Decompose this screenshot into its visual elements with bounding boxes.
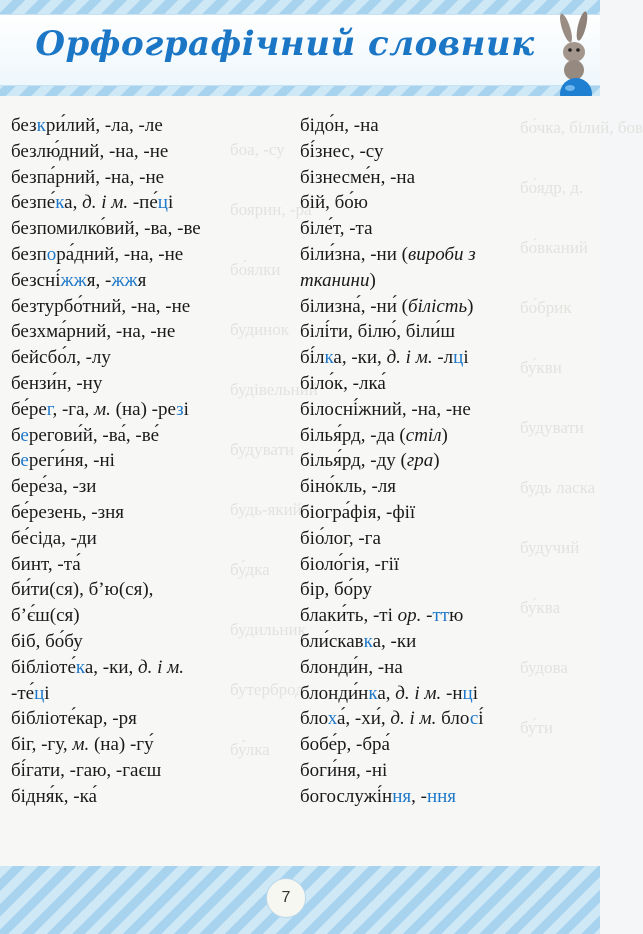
bleed-through-text: бо́брик: [520, 298, 572, 317]
entry-text: біле́т, -та: [300, 218, 373, 240]
bleed-through-text: будівельний: [230, 380, 318, 399]
entry-text: безпе́: [11, 192, 56, 214]
dictionary-entry: [11, 113, 296, 139]
dictionary-entry: [11, 577, 296, 603]
bleed-through-text: бу́лка: [230, 740, 270, 759]
entry-text: бобе́р, -бра́: [300, 734, 390, 756]
entry-text: безпомилко́вий, -ва, -ве: [11, 218, 201, 240]
dictionary-entry: [11, 190, 296, 216]
entry-text: білья́рд, -ду (: [300, 450, 407, 472]
dictionary-entry: [300, 526, 600, 552]
entry-text: блонди́н, -на: [300, 656, 403, 678]
dictionary-entry: [300, 319, 600, 345]
bleed-through-text: бу́ква: [520, 598, 561, 617]
entry-text: бензи́н, -ну: [11, 372, 103, 394]
dictionary-entry: [300, 655, 600, 681]
bleed-through-text: бо́ядр, д.: [520, 178, 584, 197]
entry-text: безп: [11, 243, 47, 265]
dictionary-entry: [300, 681, 600, 707]
entry-text: бі́знес, -су: [300, 140, 384, 162]
grammar-note: д. і м.: [82, 192, 129, 214]
grammar-note: стіл: [405, 424, 442, 446]
dictionary-entry: [11, 139, 296, 165]
bleed-through-text: боярин, -ра: [230, 200, 312, 219]
entry-text: білья́рд, -да (: [300, 424, 406, 446]
entry-text: бинт, -та́: [11, 553, 81, 575]
entry-text: бе́ре: [11, 398, 47, 420]
dictionary-entry: [300, 294, 600, 320]
dictionary-entry: [11, 423, 296, 449]
entry-text: безтурбо́тний, -на, -не: [11, 295, 191, 317]
entry-text: і: [183, 398, 189, 420]
highlighted-letters: к: [324, 347, 334, 369]
dictionary-entry: [11, 603, 296, 629]
bleed-through-text: будувати: [520, 418, 585, 437]
entry-text: бі́гати, -гаю, -гаєш: [11, 759, 162, 781]
dictionary-entry: [300, 500, 600, 526]
dictionary-entry: [11, 165, 296, 191]
entry-text: бідня́к, -ка́: [11, 785, 97, 807]
entry-text: безсні́: [11, 269, 61, 291]
dictionary-entry: [11, 706, 296, 732]
dictionary-entry: [300, 629, 600, 655]
grammar-note: м.: [72, 734, 90, 756]
dictionary-entry: [11, 268, 296, 294]
dictionary-entry: [300, 706, 600, 732]
dictionary-entry: [300, 371, 600, 397]
dictionary-entry: [300, 474, 600, 500]
dictionary-entry: [300, 423, 600, 449]
dictionary-entry: [300, 216, 600, 242]
grammar-note: вироби з: [407, 243, 476, 265]
grammar-note: ор.: [397, 605, 422, 627]
rabbit-on-globe-icon: [554, 8, 598, 104]
dictionary-entry: [300, 603, 600, 629]
entry-text: і: [167, 192, 174, 214]
entry-text: безпа́рний, -на, -не: [11, 166, 165, 188]
entry-text: біло́к, -лка́: [300, 372, 386, 394]
entry-text: бе́резень, -зня: [11, 501, 125, 523]
dictionary-entry: [11, 655, 296, 681]
entry-text: бі́л: [300, 347, 325, 369]
dictionary-entry: [11, 500, 296, 526]
grammar-note: тканини: [300, 269, 370, 291]
dictionary-entry: [300, 397, 600, 423]
dictionary-entry: [300, 268, 600, 294]
dictionary-entry: [300, 784, 600, 810]
dictionary-entry: [11, 552, 296, 578]
entry-text: білі́ти, білю́, біли́ш: [300, 321, 456, 343]
grammar-note: д. і м.: [138, 656, 185, 678]
dictionary-entry: [300, 448, 600, 474]
entry-text: боги́ня, -ні: [300, 759, 388, 781]
entry-text: ра́дний, -на, -не: [56, 243, 184, 265]
entry-text: реги́ня, -ні: [28, 450, 115, 472]
highlighted-letters: тт: [432, 605, 450, 627]
entry-text: ): [369, 269, 376, 291]
entry-text: біг, -гу,: [11, 734, 73, 756]
bleed-through-text: бо́вканий: [520, 238, 589, 257]
entry-text: а́, -хи́,: [336, 708, 391, 730]
entry-text: і: [472, 682, 478, 704]
dictionary-entry: [11, 216, 296, 242]
entry-text: а, -ки,: [333, 347, 387, 369]
entry-text: би́ти(ся), б’ю(ся),: [11, 579, 154, 601]
entry-text: я: [137, 269, 147, 291]
highlighted-letters: ц: [34, 682, 45, 704]
bleed-through-text: бу́дка: [230, 560, 270, 579]
dictionary-entry: [300, 190, 600, 216]
highlighted-letters: ня: [392, 785, 412, 807]
dictionary-entry: [300, 139, 600, 165]
entry-text: бло: [436, 708, 470, 730]
entry-text: -: [421, 605, 433, 627]
highlighted-letters: е: [20, 424, 29, 446]
bleed-through-text: будинок: [230, 320, 290, 339]
entry-text: бе́сіда, -ди: [11, 527, 97, 549]
bleed-through-text: будова: [520, 658, 568, 677]
dictionary-entry: [11, 784, 296, 810]
dictionary-entry: [11, 294, 296, 320]
dictionary-entry: [300, 345, 600, 371]
entry-text: бібліоте́: [11, 656, 76, 678]
entry-text: бібліоте́кар, -ря: [11, 708, 137, 730]
dictionary-entry: [11, 732, 296, 758]
entry-text: бло: [300, 708, 328, 730]
entry-text: а, -ки,: [84, 656, 139, 678]
entry-text: бли́скав: [300, 630, 364, 652]
bleed-through-text: боа, -су: [230, 140, 285, 159]
grammar-note: білість: [407, 295, 468, 317]
dictionary-entry: [11, 448, 296, 474]
entry-text: -пе́: [128, 192, 158, 214]
dictionary-entry: [11, 681, 296, 707]
entry-text: біли́зна, -ни (: [300, 243, 408, 265]
dictionary-entry: [11, 242, 296, 268]
entry-text: ): [433, 450, 440, 472]
dictionary-entry: [11, 758, 296, 784]
entry-text: -н: [441, 682, 463, 704]
entry-text: , -га,: [52, 398, 95, 420]
bleed-through-text: будь-який: [230, 500, 302, 519]
highlighted-letters: ння: [426, 785, 457, 807]
grammar-note: м.: [94, 398, 111, 420]
bleed-through-text: бутерброд: [230, 680, 304, 699]
dictionary-entry: [300, 732, 600, 758]
entry-text: біо́лог, -га: [300, 527, 381, 549]
highlighted-letters: с: [469, 708, 479, 730]
entry-text: б’є́ш(ся): [11, 605, 80, 627]
entry-text: без: [11, 115, 37, 136]
entry-text: ): [467, 295, 474, 317]
dictionary-entry: [300, 242, 600, 268]
highlighted-letters: жж: [60, 269, 87, 291]
dictionary-entry: [300, 113, 600, 139]
entry-text: я, -: [86, 269, 112, 291]
bleed-through-text: будучий: [520, 538, 580, 557]
bleed-through-text: будильник: [230, 620, 306, 639]
bleed-through-text: бо́ялки: [230, 260, 281, 279]
bleed-through-text: будь ласка: [520, 478, 596, 497]
dictionary-entry: [11, 629, 296, 655]
entry-text: біб, бо́бу: [11, 630, 83, 652]
entry-text: блонди́н: [300, 682, 369, 704]
entry-text: блаки́ть, -ті: [300, 605, 398, 627]
highlighted-letters: е: [20, 450, 29, 472]
entry-text: ри́лий, -ла, -ле: [45, 115, 163, 136]
highlighted-letters: ц: [453, 347, 464, 369]
grammar-note: д. і м.: [390, 708, 437, 730]
highlighted-letters: к: [55, 192, 65, 214]
entry-text: б: [11, 450, 21, 472]
entry-text: і: [44, 682, 50, 704]
entry-text: і: [463, 347, 469, 369]
dictionary-entry: [11, 397, 296, 423]
entry-text: бізнесме́н, -на: [300, 166, 416, 188]
page-number: 7: [266, 878, 306, 918]
entry-text: біоло́гія, -гії: [300, 553, 400, 575]
dictionary-entry: [300, 552, 600, 578]
grammar-note: д. і м.: [395, 682, 442, 704]
highlighted-letters: ц: [462, 682, 473, 704]
right-column: [300, 113, 600, 810]
entry-text: ): [441, 424, 448, 446]
highlighted-letters: жж: [111, 269, 138, 291]
left-column: [11, 113, 296, 810]
entry-text: (на) -ре: [110, 398, 177, 420]
bleed-through-text: будувати: [230, 440, 295, 459]
grammar-note: гра: [406, 450, 434, 472]
dictionary-entry: [300, 758, 600, 784]
entry-text: (на) -гу́: [89, 734, 154, 756]
bleed-through-text: бу́кви: [520, 358, 562, 377]
bleed-through-text: бо́чка, білий, бов: [520, 118, 643, 137]
highlighted-letters: з: [176, 398, 184, 420]
entry-text: бідо́н, -на: [300, 115, 379, 136]
entry-text: бій, бо́ю: [300, 192, 368, 214]
dictionary-entry: [11, 526, 296, 552]
dictionary-entry: [300, 577, 600, 603]
dictionary-entry: [11, 345, 296, 371]
highlighted-letters: к: [36, 115, 46, 136]
entry-text: біогра́фія, -фії: [300, 501, 416, 523]
entry-text: біно́кль, -ля: [300, 476, 397, 498]
highlighted-letters: о: [46, 243, 57, 265]
entry-text: а, -ки: [372, 630, 417, 652]
highlighted-letters: г: [46, 398, 53, 420]
highlighted-letters: к: [75, 656, 85, 678]
entry-text: бейсбо́л, -лу: [11, 347, 111, 369]
grammar-note: д. і м.: [386, 347, 433, 369]
entry-text: регови́й, -ва́, -ве́: [28, 424, 160, 446]
highlighted-letters: х: [327, 708, 337, 730]
entry-text: -л: [432, 347, 454, 369]
dictionary-entry: [11, 371, 296, 397]
entry-text: бір, бо́ру: [300, 579, 372, 601]
dictionary-entry: [300, 165, 600, 191]
entry-text: , -: [411, 785, 427, 807]
dictionary-entry: [11, 319, 296, 345]
entry-text: -те́: [11, 682, 35, 704]
entry-text: безхма́рний, -на, -не: [11, 321, 176, 343]
page-title: Орфографічний словник: [35, 24, 535, 64]
entry-text: богослужі́н: [300, 785, 393, 807]
highlighted-letters: к: [363, 630, 373, 652]
entry-text: безлю́дний, -на, -не: [11, 140, 169, 162]
entry-text: ю: [449, 605, 464, 627]
entry-text: а,: [377, 682, 396, 704]
bleed-through-text: бу́ти: [520, 718, 554, 737]
dictionary-entry: [11, 474, 296, 500]
highlighted-letters: к: [368, 682, 378, 704]
entry-text: білосні́жний, -на, -не: [300, 398, 471, 420]
entry-text: а,: [64, 192, 83, 214]
entry-text: білизна́, -ни́ (: [300, 295, 408, 317]
highlighted-letters: ц: [157, 192, 168, 214]
entry-text: б: [11, 424, 21, 446]
entry-text: бере́за, -зи: [11, 476, 97, 498]
entry-text: і́: [478, 708, 484, 730]
